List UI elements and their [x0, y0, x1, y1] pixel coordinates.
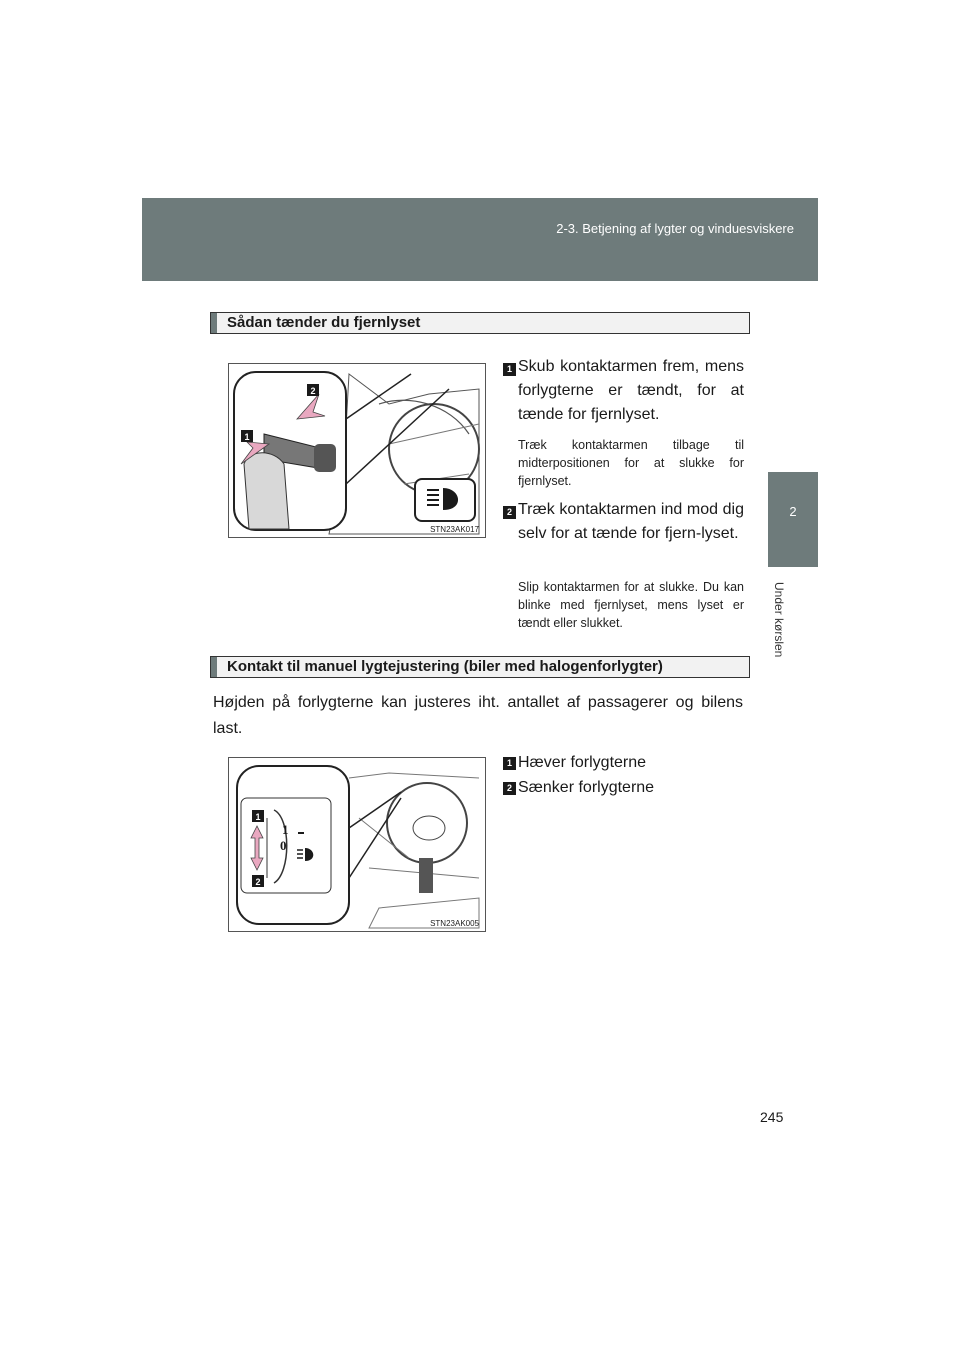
header-bar — [142, 198, 818, 281]
step-2-note: Slip kontaktarmen for at slukke. Du kan blinke med fjernlyset, mens lyset er tændt eller slukket. — [518, 580, 744, 630]
step-number-box: 1 — [503, 757, 516, 770]
figure-code: STN23AK005 — [430, 919, 479, 928]
figure-headlight-leveling — [228, 757, 486, 932]
section-heading-text: Kontakt til manuel lygtejustering (biler med halogenforlygter) — [227, 658, 663, 675]
section-heading-high-beam — [210, 312, 750, 334]
step-2-text: Træk kontaktarmen ind mod dig selv for at tænde for fjern-lyset. — [518, 501, 744, 542]
svg-text:2: 2 — [255, 877, 261, 887]
leveling-description: Højden på forlygterne kan justeres iht. antallet af passagerer og bilens last. — [213, 694, 743, 737]
chapter-side-label: Under kørslen — [772, 582, 786, 658]
step-number-box: 2 — [503, 506, 516, 519]
figure-code: STN23AK017 — [430, 525, 479, 534]
chapter-title: 2-3. Betjening af lygter og vinduesviskere — [556, 221, 794, 236]
svg-text:1: 1 — [255, 812, 261, 822]
lever-illustration — [229, 364, 485, 537]
step-1-text: Skub kontaktarmen frem, mens forlygterne er tændt, for at tænde for fjernlyset. — [518, 358, 744, 423]
section-heading-text: Sådan tænder du fjernlyset — [227, 314, 421, 331]
raise-headlights-text: Hæver forlygterne — [518, 754, 647, 771]
dial-label-1: 1 — [282, 822, 289, 837]
dial-label-0: 0 — [280, 838, 287, 853]
step-number-box: 2 — [503, 782, 516, 795]
page-number: 245 — [760, 1109, 784, 1125]
lower-headlights-text: Sænker forlygterne — [518, 779, 655, 796]
section-heading-leveling — [210, 656, 750, 678]
leveling-illustration — [229, 758, 485, 931]
svg-text:2: 2 — [310, 386, 316, 396]
figure-high-beam-lever — [228, 363, 486, 538]
step-number-box: 1 — [503, 363, 516, 376]
chapter-tab — [768, 472, 818, 567]
chapter-side-label-wrap — [772, 582, 806, 672]
chapter-tab-number: 2 — [789, 504, 797, 519]
svg-text:1: 1 — [244, 432, 250, 442]
step-1-note: Træk kontaktarmen tilbage til midterpositionen for at slukke for fjernlyset. — [518, 438, 744, 488]
